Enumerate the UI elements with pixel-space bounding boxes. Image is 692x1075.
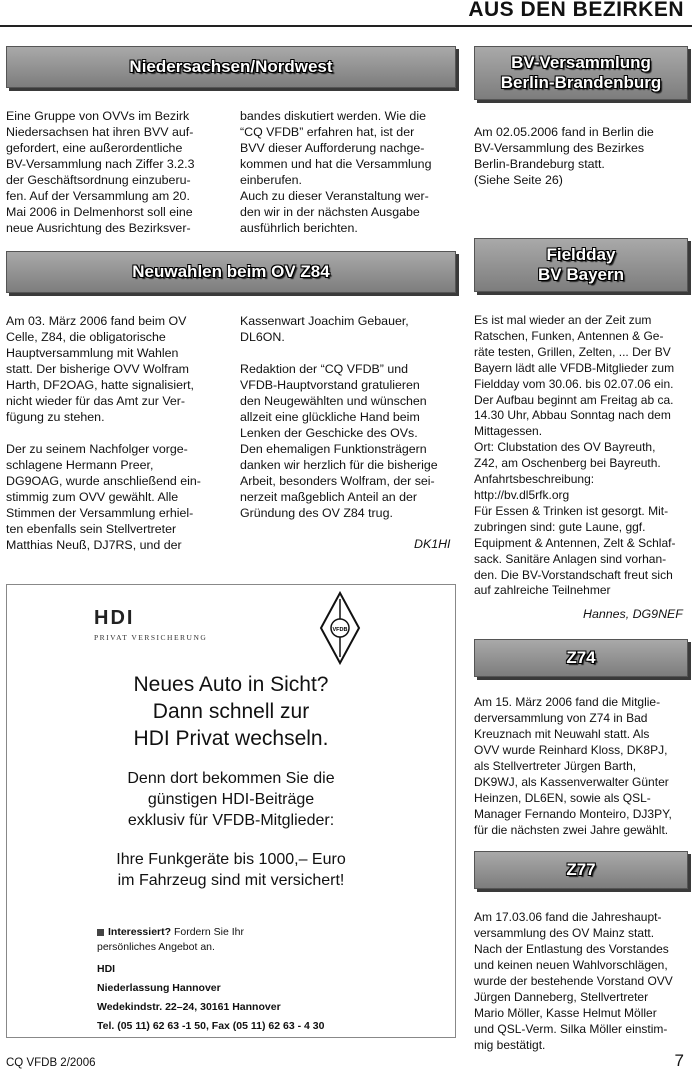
heading-bar-berlin [474,46,688,100]
header-rule [0,25,692,27]
section-title: AUS DEN BEZIRKEN [468,0,684,21]
ad-cta-rest: Fordern Sie Ihr persönliches Angebot an. [97,926,244,953]
article-z84-col1-p2: Der zu seinem Nachfolger vorge- schlagene Hermann Preer, DG9OAG, wurde anschließend ein- stimmig zum OVV gewählt. Alle Stimmen der Versammlung erhiel- ten ebenfalls sein Stellvertreter Matthias Neuß, DJ7RS, und der [6,442,201,552]
article-z77: Am 17.03.06 fand die Jahreshaupt- versammlung des OV Mainz statt. Nach der Entlastung des Vorstandes und keinen neuen Wahlvorschlägen, wurde der bestehende Vorstand OVV Jürgen Danneberg, Stellvertreter Mario Möller, Kasse Helmut Möller und QSL-Verm. Silka Möller einstim- mig bestätigt. [474,910,673,1052]
article-z84-col2-p1: Kassenwart Joachim Gebauer, DL6ON. [240,314,409,344]
heading-berlin: BV-Versammlung Berlin-Brandenburg [500,53,662,92]
ad-cta-bold: Interessiert? [108,926,172,938]
vfdb-diamond-icon [319,591,361,665]
article-z84-col1-p1: Am 03. März 2006 fand beim OV Celle, Z84, die obligatorische Hauptversammlung mit Wahlen statt. Der bisherige OVV Wolfram Harth, DF2OAG, hatte signalisiert, nicht wieder für das Amt zur Ver- fügung zu stehen. [6,314,194,424]
heading-bar-z77 [474,851,688,889]
signature-dk1hi: DK1HI [414,537,451,551]
article-niedersachsen-col2: bandes diskutiert werden. Wie die “CQ VFDB” erfahren hat, ist der BVV dieser Aufforderung nachge- kommen und hat die Versammlung einberufen. Auch zu dieser Veranstaltung wer- den wir in der nächsten Ausgabe ausführlich berichten. [240,109,432,235]
hdi-logo-subtitle: PRIVAT VERSICHERUNG [94,633,208,642]
svg-text:VFDB: VFDB [332,627,348,633]
heading-bar-z84 [6,251,456,293]
article-niedersachsen-col1: Eine Gruppe von OVVs im Bezirk Niedersachsen hat ihren BVV auf- gefordert, eine außerordentliche BV-Versammlung nach Ziffer 3.2.3 der Geschäftsordnung einzuberu- fen. Auf der Versammlung am 20. Mai 2006 in Delmenhorst soll eine neue Ausrichtung des Bezirksver- [6,109,195,235]
heading-bar-fieldday [474,238,688,292]
article-z74: Am 15. März 2006 fand die Mitglie- derversammlung von Z74 in Bad Kreuznach mit Neuwahl statt. Als OVV wurde Reinhard Kloss, DK8PJ, als Stellvertreter Jürgen Barth, DK9WJ, als Kassenverwalter Günter Heinzen, DL6EN, sowie als QSL- Manager Fernando Monteiro, DJ3PY, für die nächsten zwei Jahre gewählt. [474,695,672,837]
signature-dg9nef: Hannes, DG9NEF [583,607,683,621]
article-fieldday: Es ist mal wieder an der Zeit zum Ratschen, Funken, Antennen & Ge- räte testen, Grillen, Zelten, ... Der BV Bayern lädt alle VFDB-Mitglieder zum Fieldday vom 30.06. bis 02.07.06 ein. Der Aufbau beginnt am Freitag ab ca. 14.30 Uhr, Abbau Sonntag nach dem Mittagessen. Ort: Clubstation des OV Bayreuth, Z42, am Oschenberg bei Bayreuth. Anfahrtsbeschreibung: http://bv.dl5rfk.org Für Essen & Trinken ist gesorgt. Mit- zubringen sind: gute Laune, ggf. Equipment & Antennen, Zelt & Schlaf- sack. Sanitäre Anlagen sind vorhan- den. Die BV-Vorstandschaft freut sich auf zahlreiche Teilnehmer [474,313,676,598]
heading-z77: Z77 [566,860,596,879]
ad-headline: Neues Auto in Sicht? Dann schnell zur HDI Privat wechseln. [133,673,329,750]
square-bullet-icon [97,929,104,936]
heading-fieldday: Fieldday BV Bayern [538,245,624,284]
ad-cta [97,910,244,955]
article-berlin: Am 02.05.2006 fand in Berlin die BV-Versammlung des Bezirkes Berlin-Brandeburg statt. (Siehe Seite 26) [474,125,654,187]
ad-funkgeraete: Ihre Funkgeräte bis 1000,– Euro im Fahrzeug sind mit versichert! [116,851,346,889]
page-number: 7 [674,1051,684,1070]
hdi-logo: HDI [94,607,135,629]
footer-publication: CQ VFDB 2/2006 [6,1057,96,1069]
heading-bar-niedersachsen [6,46,456,88]
ad-subtext: Denn dort bekommen Sie die günstigen HDI-Beiträge exklusiv für VFDB-Mitglieder: [127,770,335,829]
hdi-advertisement [6,584,456,1038]
heading-z84: Neuwahlen beim OV Z84 [132,262,330,281]
article-z84-col2-p2: Redaktion der “CQ VFDB” und VFDB-Hauptvorstand gratulieren den Neugewählten und wünschen allzeit eine glückliche Hand beim Lenken der Geschicke des OVs. Den ehemaligen Funktionsträgern danken wir herzlich für die bisherige Arbeit, besonders Wolfram, der sei- nerzeit maßgeblich Anteil an der Gründung des OV Z84 trug. [240,362,438,520]
ad-contact: HDI Niederlassung Hannover Wedekindstr. 22–24, 30161 Hannover Tel. (05 11) 62 63 -1 50, Fax (05 11) 62 63 - 4 30 [97,963,325,1032]
heading-bar-z74 [474,639,688,677]
heading-z74: Z74 [566,648,596,667]
heading-niedersachsen: Niedersachsen/Nordwest [129,57,333,76]
